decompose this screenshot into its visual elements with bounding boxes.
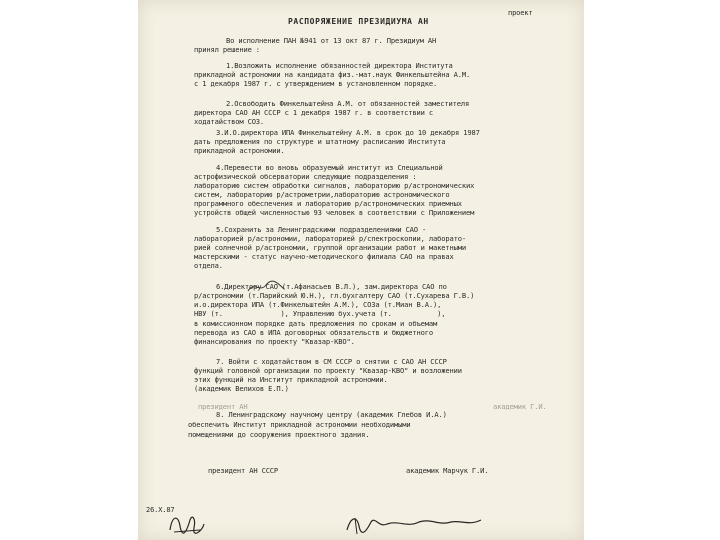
p4-line-1: 4.Перевести во вновь образуемый институт из Специальной bbox=[216, 163, 443, 172]
p4-line-5: программного обеспечения и лабораторию р/астрономических приемных bbox=[194, 199, 462, 208]
academic-signature-label: академик Марчук Г.И. bbox=[406, 466, 489, 475]
p1-line-3: с 1 декабря 1987 г. с утверждением в установленном порядке. bbox=[194, 79, 438, 88]
p6-line-1: 6.Директору САО (т.Афанасьев В.Л.), зам.директора САО по bbox=[216, 282, 447, 291]
p8-line-3: помещениями до сооружения проектного здания. bbox=[188, 430, 370, 439]
p5-line-1: 5.Сохранить за Ленинградскими подразделениями САО - bbox=[216, 225, 427, 234]
p1-line-2: прикладной астрономии на кандидата физ.-мат.наук Финкельштейна А.М. bbox=[194, 70, 471, 79]
p2-line-2: директора САО АН СССР с 1 декабря 1987 г. в соответствии с bbox=[194, 108, 434, 117]
p3-line-2: дать предложения по структуре и штатному расписанию Института bbox=[194, 137, 446, 146]
intro-line-1: Во исполнение ПАН №941 от 13 окт 87 г. Президиум АН bbox=[226, 36, 437, 45]
p7-line-1: 7. Войти с ходатайством в СМ СССР о снятии с САО АН СССР bbox=[216, 357, 447, 366]
intro-line-2: принял решение : bbox=[194, 45, 260, 54]
p6-line-2: р/астрономии (т.Парийский Ю.Н.), гл.бухгалтеру САО (т.Сухарева Г.В.) bbox=[194, 291, 475, 300]
p5-line-4: мастерскими - статус научно-методического филиала САО на правах bbox=[194, 252, 454, 261]
p2-line-1: 2.Освободить Финкельштейна А.М. от обязанностей заместителя bbox=[226, 99, 470, 108]
p7-line-4: (академик Велихов Е.П.) bbox=[194, 384, 289, 393]
p4-line-2: астрофизической обсерватории следующие подразделения : bbox=[194, 172, 417, 181]
p8-line-2: обеспечить Институт прикладной астрономии необходимыми bbox=[188, 420, 411, 429]
p6-line-3: и.о.директора ИПА (т.Финкельштейн А.М.), СОЗа (т.Миан В.А.), bbox=[194, 300, 442, 309]
faded-president-text: президент АН bbox=[198, 402, 248, 411]
p5-line-3: рией солнечной р/астрономии, группой организации работ и макетными bbox=[194, 243, 466, 252]
faded-academic-text: академик Г.И. bbox=[493, 402, 547, 411]
p7-line-2: функций головной организации по проекту "Квазар-КВО" и возложении bbox=[194, 366, 462, 375]
p7-line-3: этих функций на Институт прикладной астрономии. bbox=[194, 375, 388, 384]
p2-line-3: ходатайством СОЗ. bbox=[194, 117, 265, 126]
p5-line-2: лабораторией р/астрономии, лабораторией р/спектроскопии, лаборато- bbox=[194, 234, 466, 243]
draft-stamp: проект bbox=[508, 9, 533, 17]
p3-line-1: 3.И.О.директора ИПА Финкельштейну А.М. в срок до 10 декабря 1987 bbox=[216, 128, 480, 137]
handwritten-date: 26.X.87 bbox=[146, 506, 175, 514]
handwritten-signature-left bbox=[166, 510, 206, 536]
p4-line-3: лабораторию систем обработки сигналов, лабораторию р/астрономических bbox=[194, 181, 475, 190]
p6-line-4: НВУ (т. ), Управлению бух.учета (т. ), bbox=[194, 309, 446, 318]
p3-line-3: прикладной астрономии. bbox=[194, 146, 285, 155]
handwritten-signature-right bbox=[343, 512, 488, 538]
p4-line-6: устройств общей численностью 93 человек в соответствии с Приложением bbox=[194, 208, 475, 217]
document-page bbox=[138, 0, 584, 540]
p8-line-1: 8. Ленинградскому научному центру (академик Глебов И.А.) bbox=[216, 410, 447, 419]
p5-line-5: отдела. bbox=[194, 261, 223, 270]
p1-line-1: 1.Возложить исполнение обязанностей директора Института bbox=[226, 61, 453, 70]
document-title: РАСПОРЯЖЕНИЕ ПРЕЗИДИУМА АН bbox=[288, 17, 429, 26]
p4-line-4: систем, лабораторию р/астрометрии,лабораторию астрономического bbox=[194, 190, 450, 199]
handwritten-mark-paragraph6 bbox=[246, 279, 286, 295]
p6-line-6: перевода из САО в ИПА договорных обязательств и бюджетного bbox=[194, 328, 434, 337]
p6-line-7: финансирования по проекту "Квазар-КВО". bbox=[194, 337, 355, 346]
p6-line-5: в комиссионном порядке дать предложения по срокам и объемам bbox=[194, 319, 438, 328]
president-signature-label: президент АН СССР bbox=[208, 466, 279, 475]
